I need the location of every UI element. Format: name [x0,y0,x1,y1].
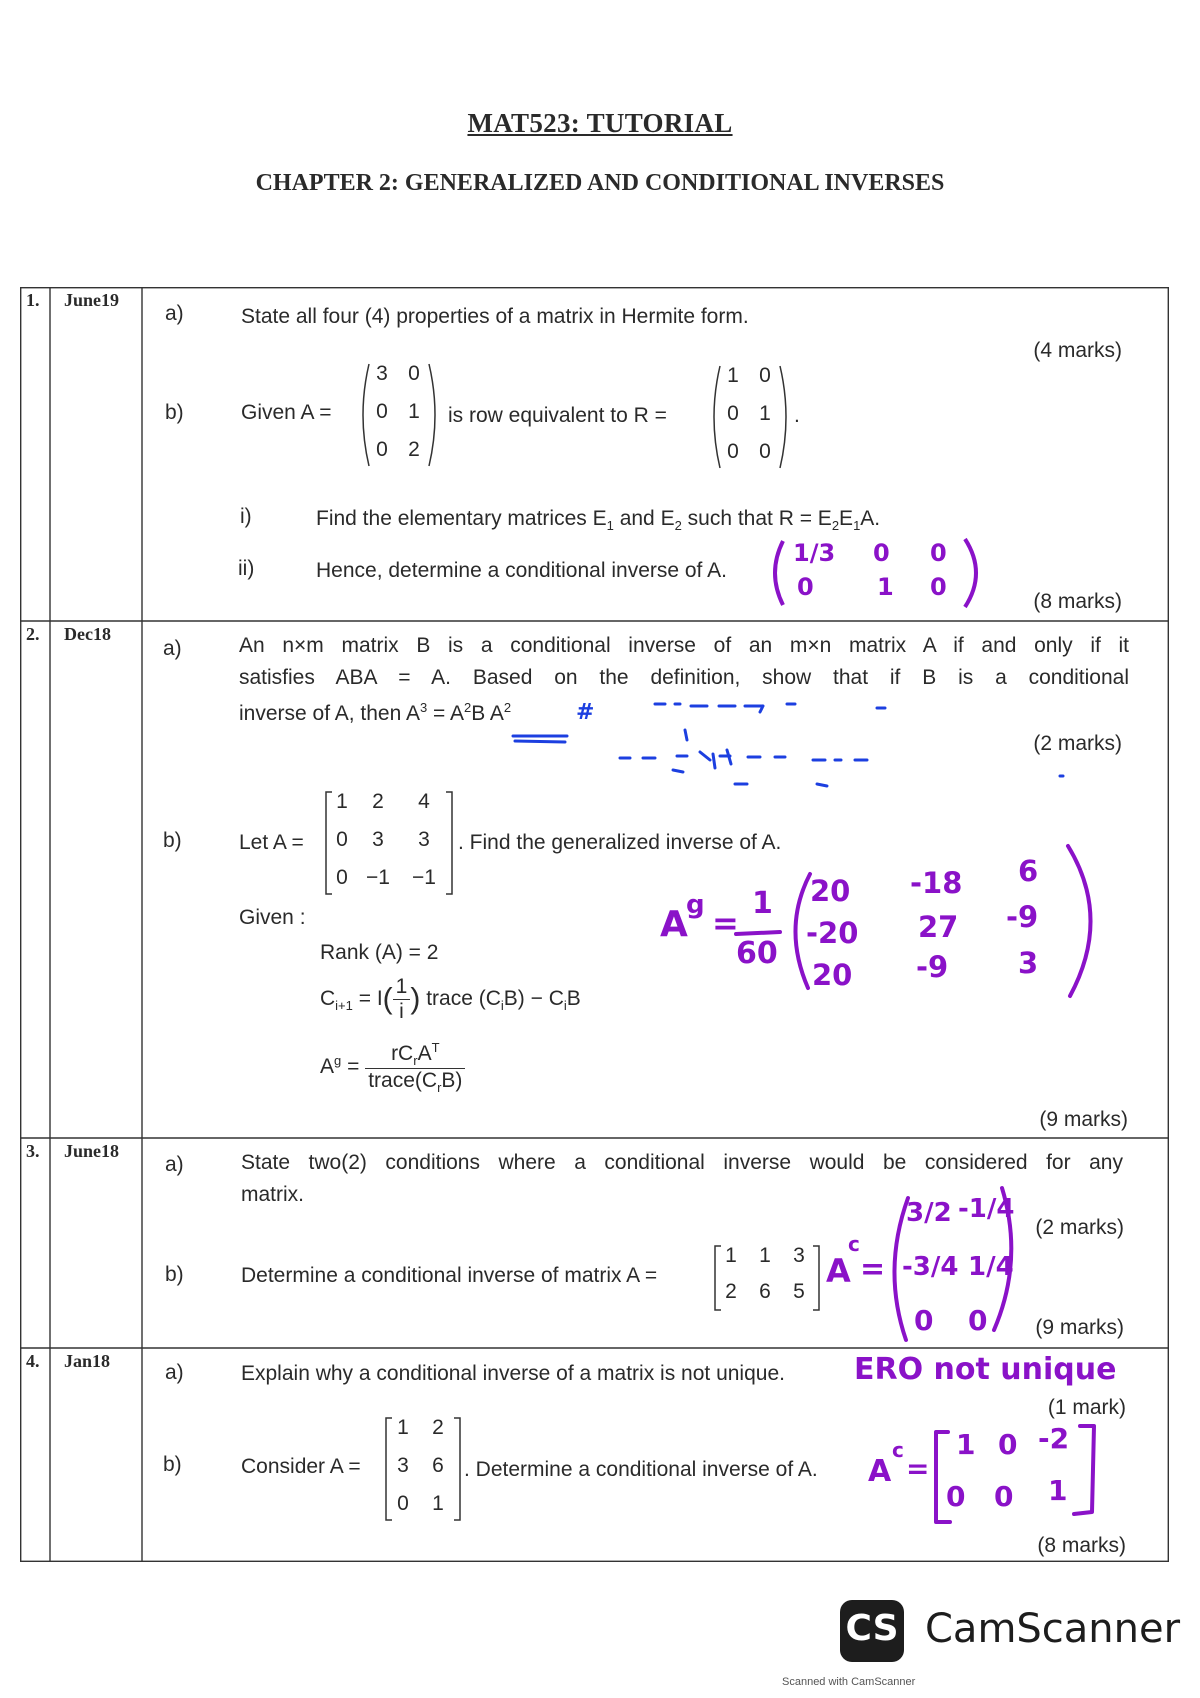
handwritten-cell: 0 [998,1428,1018,1461]
handwritten-cell: 3/2 [906,1198,952,1228]
handwritten-answer [868,1418,1108,1528]
marks-label: (8 marks) [1037,1534,1126,1557]
part-label: b) [163,829,182,852]
handwritten-cell: 27 [918,910,959,944]
handwritten-cell: -9 [916,950,949,984]
part-label: b) [163,1453,182,1476]
part-label: b) [165,401,184,424]
handwritten-mark: # [576,700,595,725]
matrix-cell: 1 [336,790,348,813]
question-date: June19 [64,290,120,310]
matrix-cell: 3 [376,362,388,385]
matrix-cell: 5 [793,1280,805,1303]
matrix-a [323,788,455,898]
matrix-cell: 0 [727,402,739,425]
question-text: . Determine a conditional inverse of A. [464,1458,818,1481]
matrix-a [359,360,439,470]
handwritten-cell: -3/4 [902,1252,959,1282]
matrix-cell: −1 [366,866,390,889]
matrix-cell: 3 [418,828,430,851]
handwritten-answer: ERO not unique [854,1352,1117,1387]
question-text: . Find the generalized inverse of A. [458,831,782,854]
question-date: Dec18 [64,624,111,644]
question-text: Explain why a conditional inverse of a matrix is not unique. [241,1362,785,1385]
handwritten-cell: -2 [1038,1422,1070,1455]
question-text: inverse of A, then $A^3 = A^2B$ $A^2$ [239,700,512,725]
chapter-heading: CHAPTER 2: GENERALIZED AND CONDITIONAL INVERSES [255,170,945,196]
handwritten-answer [818,1180,1018,1350]
handwritten-cell: 20 [810,874,851,908]
scan-watermark: Scanned with CamScanner [782,1676,916,1688]
c-recurrence-formula: $C_{i+1} = I$( $\frac{1}{i}$ ) trace $(C_iB) - C_iB$ [320,975,581,1023]
handwritten-cell: 0 [930,573,947,601]
rank-formula: Rank (A) = 2 [320,941,439,964]
handwritten-cell: -1/4 [958,1194,1015,1224]
handwritten-brackets [868,1418,1108,1528]
matrix-cell: 1 [727,364,739,387]
handwritten-strokes [660,838,1120,1008]
matrix-cell: 0 [408,362,420,385]
handwritten-label-sup: g [686,890,705,920]
handwritten-cell: 0 [930,539,947,567]
matrix-cell: 0 [376,400,388,423]
handwritten-cell: 1/4 [968,1252,1014,1282]
matrix-cell: 1 [408,400,420,423]
question-number: 3. [26,1141,40,1161]
handwritten-label: A [826,1252,851,1290]
marks-label: (9 marks) [1035,1316,1124,1339]
matrix-cell: 1 [397,1416,409,1439]
subpart-label: i) [240,505,252,528]
question-text: Consider A = [241,1455,361,1478]
handwritten-frac-den: 60 [736,936,778,971]
matrix-cell: 2 [725,1280,737,1303]
question-text: State two(2) conditions where a conditional inverse would be considered for any matrix. [241,1151,1123,1206]
matrix-cell: 0 [759,440,771,463]
handwritten-label: A [868,1454,892,1489]
question-text: . [794,404,800,427]
camscanner-brand: CamScanner [925,1606,1181,1652]
marks-label: (9 marks) [1039,1108,1128,1131]
matrix-cell: 1 [725,1244,737,1267]
handwritten-cell: 0 [946,1480,966,1513]
given-label: Given : [239,906,306,929]
question-date: June18 [64,1141,120,1161]
question-text: Determine a conditional inverse of matrix A = [241,1264,658,1287]
matrix-cell: 0 [336,866,348,889]
matrix-cell: 2 [408,438,420,461]
handwritten-cell: -20 [806,916,859,950]
camscanner-logo [840,1600,904,1662]
subpart-label: ii) [238,557,255,580]
marks-label: (2 marks) [1033,732,1122,755]
handwritten-cell: 3 [1018,946,1039,980]
matrix-a [383,1414,463,1524]
handwritten-eq: = [906,1452,930,1485]
marks-label: (2 marks) [1035,1216,1124,1239]
matrix-cell: 0 [397,1492,409,1515]
handwritten-cell: 0 [968,1304,988,1337]
matrix-cell: 3 [793,1244,805,1267]
matrix-cell: 1 [759,402,771,425]
handwritten-frac-num: 1 [752,886,773,921]
matrix-cell: −1 [412,866,436,889]
handwritten-cell: 0 [994,1480,1014,1513]
matrix-cell: 6 [759,1280,771,1303]
handwritten-eq: = [860,1252,886,1287]
handwritten-cell: -18 [910,866,963,900]
part-label: b) [165,1263,184,1286]
marks-label: (4 marks) [1033,339,1122,362]
handwritten-cell: 0 [797,573,814,601]
part-label: a) [165,1153,184,1176]
marks-label: (1 mark) [1047,1396,1126,1419]
document-title: MAT523: TUTORIAL [467,108,733,138]
question-text: State all four (4) properties of a matrix in Hermite form. [241,305,749,328]
handwritten-cell: 1 [956,1428,976,1461]
handwritten-answer [660,838,1120,1008]
matrix-r [710,362,790,472]
question-text: Hence, determine a conditional inverse of A. [316,559,727,582]
handwritten-cell: 1 [1048,1474,1068,1507]
matrix-cell: 2 [432,1416,444,1439]
handwritten-label-sup: c [892,1438,904,1462]
matrix-cell: 3 [397,1454,409,1477]
question-text: An n×m matrix B is a conditional inverse of an m×n matrix A if and only if it satisfies ABA = A. Based on the definition, show that if B is a conditional [239,634,1129,689]
question-number: 4. [26,1351,40,1371]
question-number: 1. [26,290,40,310]
question-text: Let A = [239,831,304,854]
part-label: a) [165,302,184,325]
handwritten-cell: 20 [812,958,853,992]
handwritten-cell: 1 [877,573,894,601]
part-label: a) [163,637,182,660]
handwritten-label: A [660,904,688,945]
matrix-cell: 0 [727,440,739,463]
marks-label: (8 marks) [1033,590,1122,613]
logo-letters: CS [845,1608,899,1649]
generalized-inverse-formula: $A^g$ = $\frac{rC_rA^T}{trace(C_rB)}$ [320,1040,465,1095]
matrix-cell: 1 [759,1244,771,1267]
matrix-cell: 6 [432,1454,444,1477]
handwritten-cell: 0 [873,539,890,567]
question-number: 2. [26,624,40,644]
handwritten-eq: = [712,904,739,942]
question-date: Jan18 [64,1351,111,1371]
handwritten-cell: 6 [1018,854,1039,888]
handwritten-answer [765,535,990,610]
matrix-cell: 2 [372,790,384,813]
matrix-cell: 4 [418,790,430,813]
handwritten-cell: -9 [1006,900,1039,934]
matrix-cell: 0 [759,364,771,387]
matrix-cell: 1 [432,1492,444,1515]
handwritten-scribbles [505,690,1085,800]
handwritten-label-sup: c [848,1232,860,1256]
handwritten-cell: 1/3 [793,539,836,567]
matrix-cell: 3 [372,828,384,851]
question-text: Given A = [241,401,332,424]
matrix-cell: 0 [336,828,348,851]
question-text: Find the elementary matrices $E_1$ and $E_2$ such that $R = E_2E_1A$. [316,507,881,534]
handwritten-cell: 0 [914,1304,934,1337]
part-label: a) [165,1361,184,1384]
question-text: is row equivalent to R = [448,404,667,427]
matrix-a [712,1242,822,1314]
matrix-cell: 0 [376,438,388,461]
